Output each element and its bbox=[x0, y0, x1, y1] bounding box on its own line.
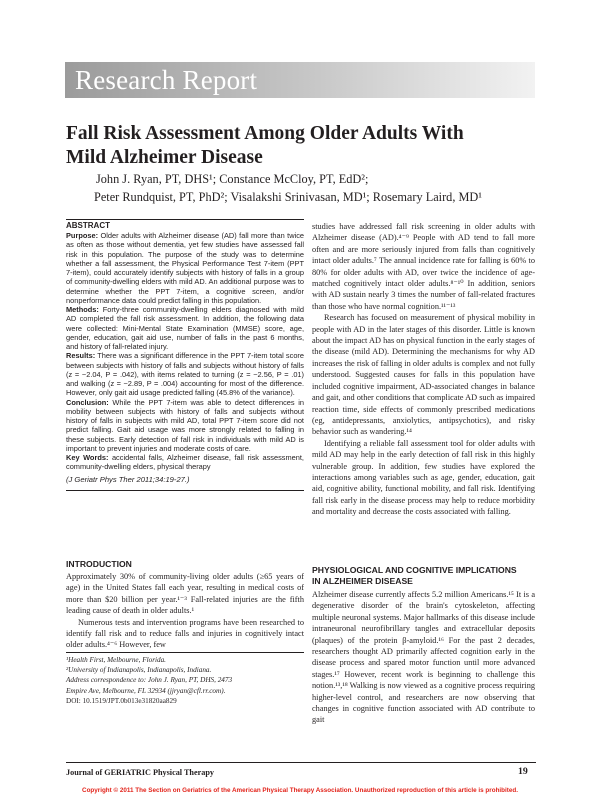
conclusion-label: Conclusion: bbox=[66, 397, 109, 407]
title-line-2: Mild Alzheimer Disease bbox=[66, 147, 263, 168]
right-paragraph-3: Identifying a reliable fall assessment tool for older adults with mild AD may help in the early detection of fall risk in this highly vulnerable group. In addition, few studies have explored the interactions among variables such as age, gender, education, gait aid, cognitive ability, functional mobility, and fall risk. Identifying fall risk early in the disease process may help to reduce morbidity and mortality and decrease the costs associated with falling. bbox=[312, 438, 535, 517]
article-title bbox=[66, 122, 536, 170]
methods-label: Methods: bbox=[66, 305, 99, 314]
intro-paragraph-2: Numerous tests and intervention programs have been researched to identify fall risk and to reduce falls and injuries in cognitively intact older adults.⁴⁻⁶ However, few bbox=[66, 617, 304, 650]
footnotes bbox=[66, 655, 304, 706]
correspondence-line-1: Address correspondence to: John J. Ryan, PT, DHS, 2473 bbox=[66, 676, 233, 685]
abstract-results bbox=[66, 351, 304, 397]
results-label: Results: bbox=[66, 351, 96, 361]
journal-name: Journal of GERIATRIC Physical Therapy bbox=[66, 768, 214, 777]
abstract-purpose bbox=[66, 231, 304, 305]
keywords-label: Key Words: bbox=[66, 453, 109, 462]
copyright-notice: Copyright © 2011 The Section on Geriatrics of the American Physical Therapy Association. Unauthorized reproduction of this article is prohibited. bbox=[82, 787, 518, 794]
footnote-rule bbox=[66, 652, 304, 653]
authors-line-2: Peter Rundquist, PT, PhD²; Visalakshi Srinivasan, MD¹; Rosemary Laird, MD¹ bbox=[94, 190, 482, 204]
title-line-1: Fall Risk Assessment Among Older Adults With bbox=[66, 123, 464, 144]
physiology-heading bbox=[312, 565, 535, 587]
introduction-text bbox=[66, 571, 304, 651]
conclusion-text: While the PPT 7-item was able to detect differences in mobility between subjects with history of falls and subjects without history of falls in subjects with mild AD, total PPT 7-item score did not predict falling. Gait aid usage was more strongly related to falling in these subjects. Early detection of fall risk in individuals with mild AD is important to prevent injuries and moderate costs of care. bbox=[66, 397, 304, 453]
abstract-methods bbox=[66, 305, 304, 351]
abstract-block bbox=[66, 219, 304, 472]
page-number: 19 bbox=[518, 766, 528, 777]
abstract-keywords bbox=[66, 453, 304, 472]
physiology-heading-line-2: IN ALZHEIMER DISEASE bbox=[312, 576, 413, 586]
author-list bbox=[96, 170, 566, 206]
right-paragraph-4: Alzheimer disease currently affects 5.2 million Americans.¹⁵ It is a degenerative disorder of the brain's cytoskeleton, affecting multiple neuronal systems. Major hallmarks of this disease include intraneuronal neurofibrillary tangles and extracellular deposits (plaques) of the protein β-amyloid.¹⁶ For the past 2 decades, researchers thought AD primarily affected cognition early in the disease process and spared motor function until more advanced stages.¹⁷ However, recent work is beginning to challenge this notion.¹³,¹⁸ Walking is now viewed as a cognitive process requiring higher-level control, and researchers are now observing that changes in cognitive function associated with AD contribute to gait bbox=[312, 590, 535, 725]
affiliation-2: ²University of Indianapolis, Indianapolis, Indiana. bbox=[66, 666, 212, 675]
right-paragraph-1: studies have addressed fall risk screening in older adults with Alzheimer disease (AD).⁴⁻⁹ People with AD tend to fall more often and are more seriously injured from falls than cognitively intact older adults.⁷ The annual incidence rate for falling is 60% to 80% for older adults with AD, over twice the incidence of age-matched cognitively intact older adults.⁸⁻¹⁰ In addition, seniors with AD sustain nearly 3 times the number of fall-related fractures than those who have normal cognition.¹¹⁻¹³ bbox=[312, 222, 535, 311]
methods-text: Forty-three community-dwelling elders diagnosed with mild AD completed the fall risk assessment. In addition, the following data were collected: Mini-Mental State Examination (MMSE) score, age, gender, education, gait aid use, number of falls in the past 6 months, and history of fall-related injury. bbox=[66, 305, 304, 351]
affiliation-1: ¹Health First, Melbourne, Florida. bbox=[66, 656, 166, 664]
abstract-heading: ABSTRACT bbox=[66, 221, 110, 230]
physiology-heading-line-1: PHYSIOLOGICAL AND COGNITIVE IMPLICATIONS bbox=[312, 565, 517, 575]
right-paragraph-2: Research has focused on measurement of physical mobility in people with AD in the later stages of this disorder. Little is known about the impact AD has on physical function in the early stages of the disease (mild AD). Determining the mechanisms for why AD increases the risk of falling in older adults is complex and not fully understood. Suggested causes for falls in this population have included cognitive impairment, AD-associated changes in balance and gait, and other conditions that complicate AD such as impaired reaction time, side effects of commonly prescribed medications (eg, antidepressants, anxiolytics, antipsychotics), and risky behavior such as wandering.¹⁴ bbox=[312, 313, 535, 437]
abstract-top-rule bbox=[66, 219, 304, 220]
purpose-label: Purpose: bbox=[66, 231, 99, 240]
keywords-text: accidental falls, Alzheimer disease, fall risk assessment, community-dwelling elders, physical therapy bbox=[66, 453, 304, 472]
correspondence-line-2: Empire Ave, Melbourne, FL 32934 (jjryan@cfl.rr.com). bbox=[66, 686, 226, 695]
footer-rule bbox=[66, 762, 536, 763]
authors-line-1: John J. Ryan, PT, DHS¹; Constance McCloy, PT, EdD²; bbox=[96, 172, 369, 186]
introduction-heading: INTRODUCTION bbox=[66, 559, 132, 569]
abstract-conclusion bbox=[66, 398, 304, 454]
purpose-text: Older adults with Alzheimer disease (AD) fall more than twice as often as those without dementia, yet few studies have assessed fall risk in this population. The purpose of the study was to determine whether a fall assessment, the Physical Performance Test 7-item (PPT 7-item), could accurately identify subjects with history of falls in a group of community-dwelling elders with mild AD. An additional purpose was to determine whether the PPT 7-item, a cognitive screen, and/or nonperformance data could predict falling in this population. bbox=[66, 231, 304, 305]
abstract-bottom-rule bbox=[66, 490, 304, 491]
section-label: Research Report bbox=[75, 65, 258, 95]
right-column-text bbox=[312, 221, 535, 518]
citation: (J Geriatr Phys Ther 2011;34:19-27.) bbox=[66, 475, 190, 484]
physiology-text bbox=[312, 589, 535, 726]
doi: DOI: 10.1519/JPT.0b013e31820aa829 bbox=[66, 696, 177, 705]
intro-paragraph-1: Approximately 30% of community-living older adults (≥65 years of age) in the United States fall each year, resulting in medical costs of more than $20 billion per year.¹⁻³ Fall-related injuries are the fifth leading cause of death in older adults.¹ bbox=[66, 572, 304, 616]
results-text: There was a significant difference in the PPT 7-item total score between subjects with history of falls and subjects without history of falls (z = −2.04, P = .042), with items related to turning (z = −2.56, P = .01) and walking (z = −2.89, P = .004) accounting for most of the difference. However, only gait aid usage predicted falling (45.8% of the variance). bbox=[66, 351, 305, 398]
